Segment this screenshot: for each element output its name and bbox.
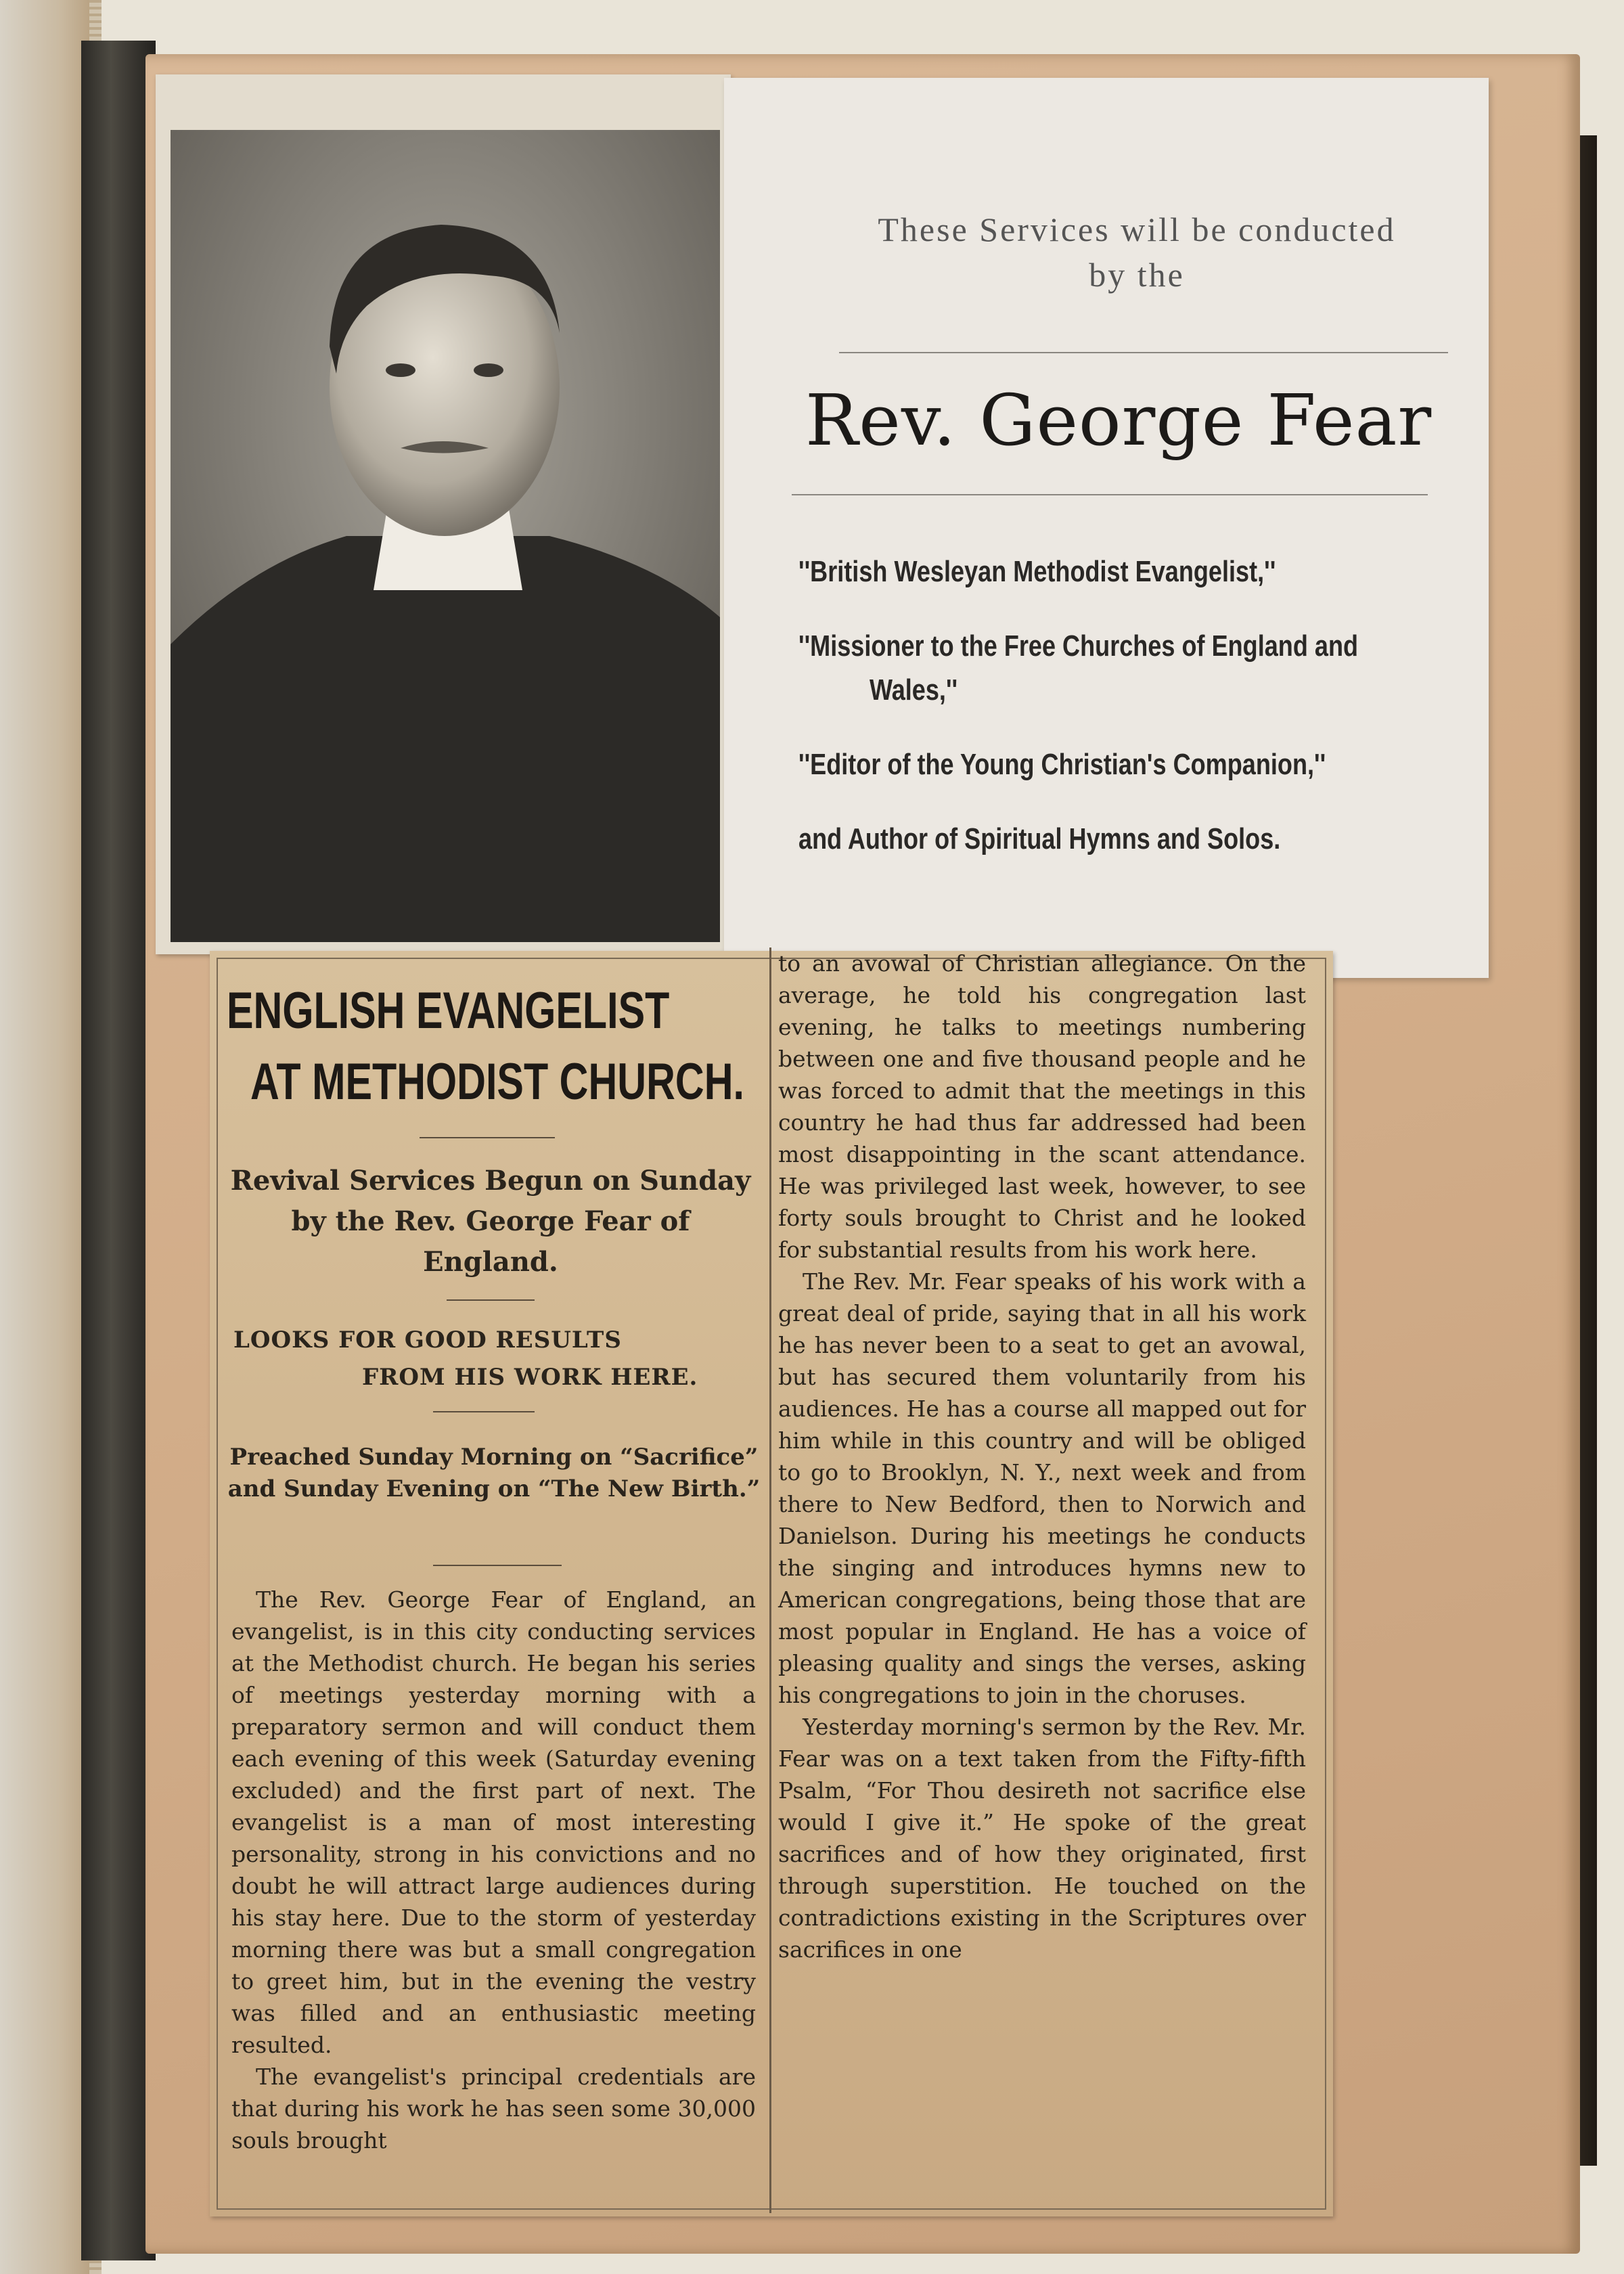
column-2-paragraph-2: The Rev. Mr. Fear speaks of his work with a great deal of pride, saying that in all his work he has never been to a seat to get an avowal, but has secured them voluntarily from his audiences. He has a course all mapped out for him while in this country and will be obliged to go to Brooklyn, N. Y., next week and from there to New Bedford, then to Norwich and Danielson. During his meetings he conducts the singing and introduces hymns new to American congregations, being those that are most popular in England. He has a voice of pleasing quality and sings the verses, asking his congregations to join in the choruses.	[778, 1268, 1306, 1708]
notice-title-line4: and Author of Spiritual Hymns and Solos.	[798, 822, 1281, 855]
headline-separator	[420, 1137, 555, 1138]
column-1-paragraph-2: The evangelist's principal credentials are that during his work he has seen some 30,000 souls brought	[231, 2064, 756, 2154]
column-2-paragraph-3: Yesterday morning's sermon by the Rev. Mr. Fear was on a text taken from the Fifty-fifth Psalm, “For Thou desireth not sacrifice else would I give it.” He spoke of the great sacrifices and of how they originated, first through superstition. He touched on the contradictions existing in the Scriptures over sacrifices in one	[778, 1714, 1306, 1963]
book-spine	[81, 41, 156, 2260]
notice-intro-line1: These Services will be conducted	[878, 210, 1396, 248]
portrait-photo	[171, 130, 720, 942]
notice-title-line2b: Wales,''	[870, 673, 958, 707]
article-headline-line2: AT METHODIST CHURCH.	[250, 1053, 744, 1111]
column-1-paragraph-1: The Rev. George Fear of England, an evangelist, is in this city conducting services at the Methodist church. He began his series of meetings yesterday morning with a preparatory sermon and will conduct them each evening of this week (Saturday evening excluded) and the first part of next. The evangelist is a man of most interesting personality, strong in his convictions and no doubt he will attract large audiences during his stay here. Due to the storm of yesterday morning there was but a small congregation to greet him, but in the evening the vestry was filled and an enthusiastic meeting resulted.	[231, 1586, 756, 2058]
article-deck-1: Revival Services Begun on Sunday by the Rev. George Fear of England.	[230, 1165, 751, 1278]
notice-rule-bottom	[792, 494, 1428, 495]
notice-minister-name: Rev. George Fear	[805, 379, 1433, 462]
notice-intro-line2: by the	[1089, 256, 1185, 294]
article-column-2	[778, 948, 1306, 1965]
article-headline-line1: ENGLISH EVANGELIST	[227, 982, 670, 1040]
notice-title-line3: ''Editor of the Young Christian's Companion,''	[798, 748, 1326, 781]
notice-title-line1: ''British Wesleyan Methodist Evangelist,''	[798, 555, 1276, 588]
column-divider	[769, 948, 771, 2213]
deck-separator-2	[433, 1411, 535, 1412]
service-notice	[724, 78, 1489, 978]
article-deck-3: Preached Sunday Morning on “Sacrifice” and Sunday Evening on “The New Birth.”	[227, 1444, 761, 1502]
portrait-illustration	[171, 130, 720, 942]
deck-separator-1	[447, 1299, 535, 1301]
notice-title-line2a: ''Missioner to the Free Churches of England and	[798, 629, 1359, 663]
article-column-1	[231, 1584, 756, 2156]
deck-separator-3	[433, 1565, 562, 1566]
column-2-paragraph-1: to an avowal of Christian allegiance. On the average, he told his congregation last evening, he talks to meetings numbering between one and five thousand people and he was forced to admit that the meetings in this country he had thus far addressed had been most disappointing in the scant attendance. He was privileged last week, however, to see forty souls brought to Christ and he looked for substantial results from his work here.	[778, 950, 1306, 1263]
article-deck-2a: LOOKS FOR GOOD RESULTS	[233, 1326, 622, 1354]
article-deck-2b: FROM HIS WORK HERE.	[362, 1364, 698, 1391]
notice-rule-top	[839, 352, 1448, 353]
